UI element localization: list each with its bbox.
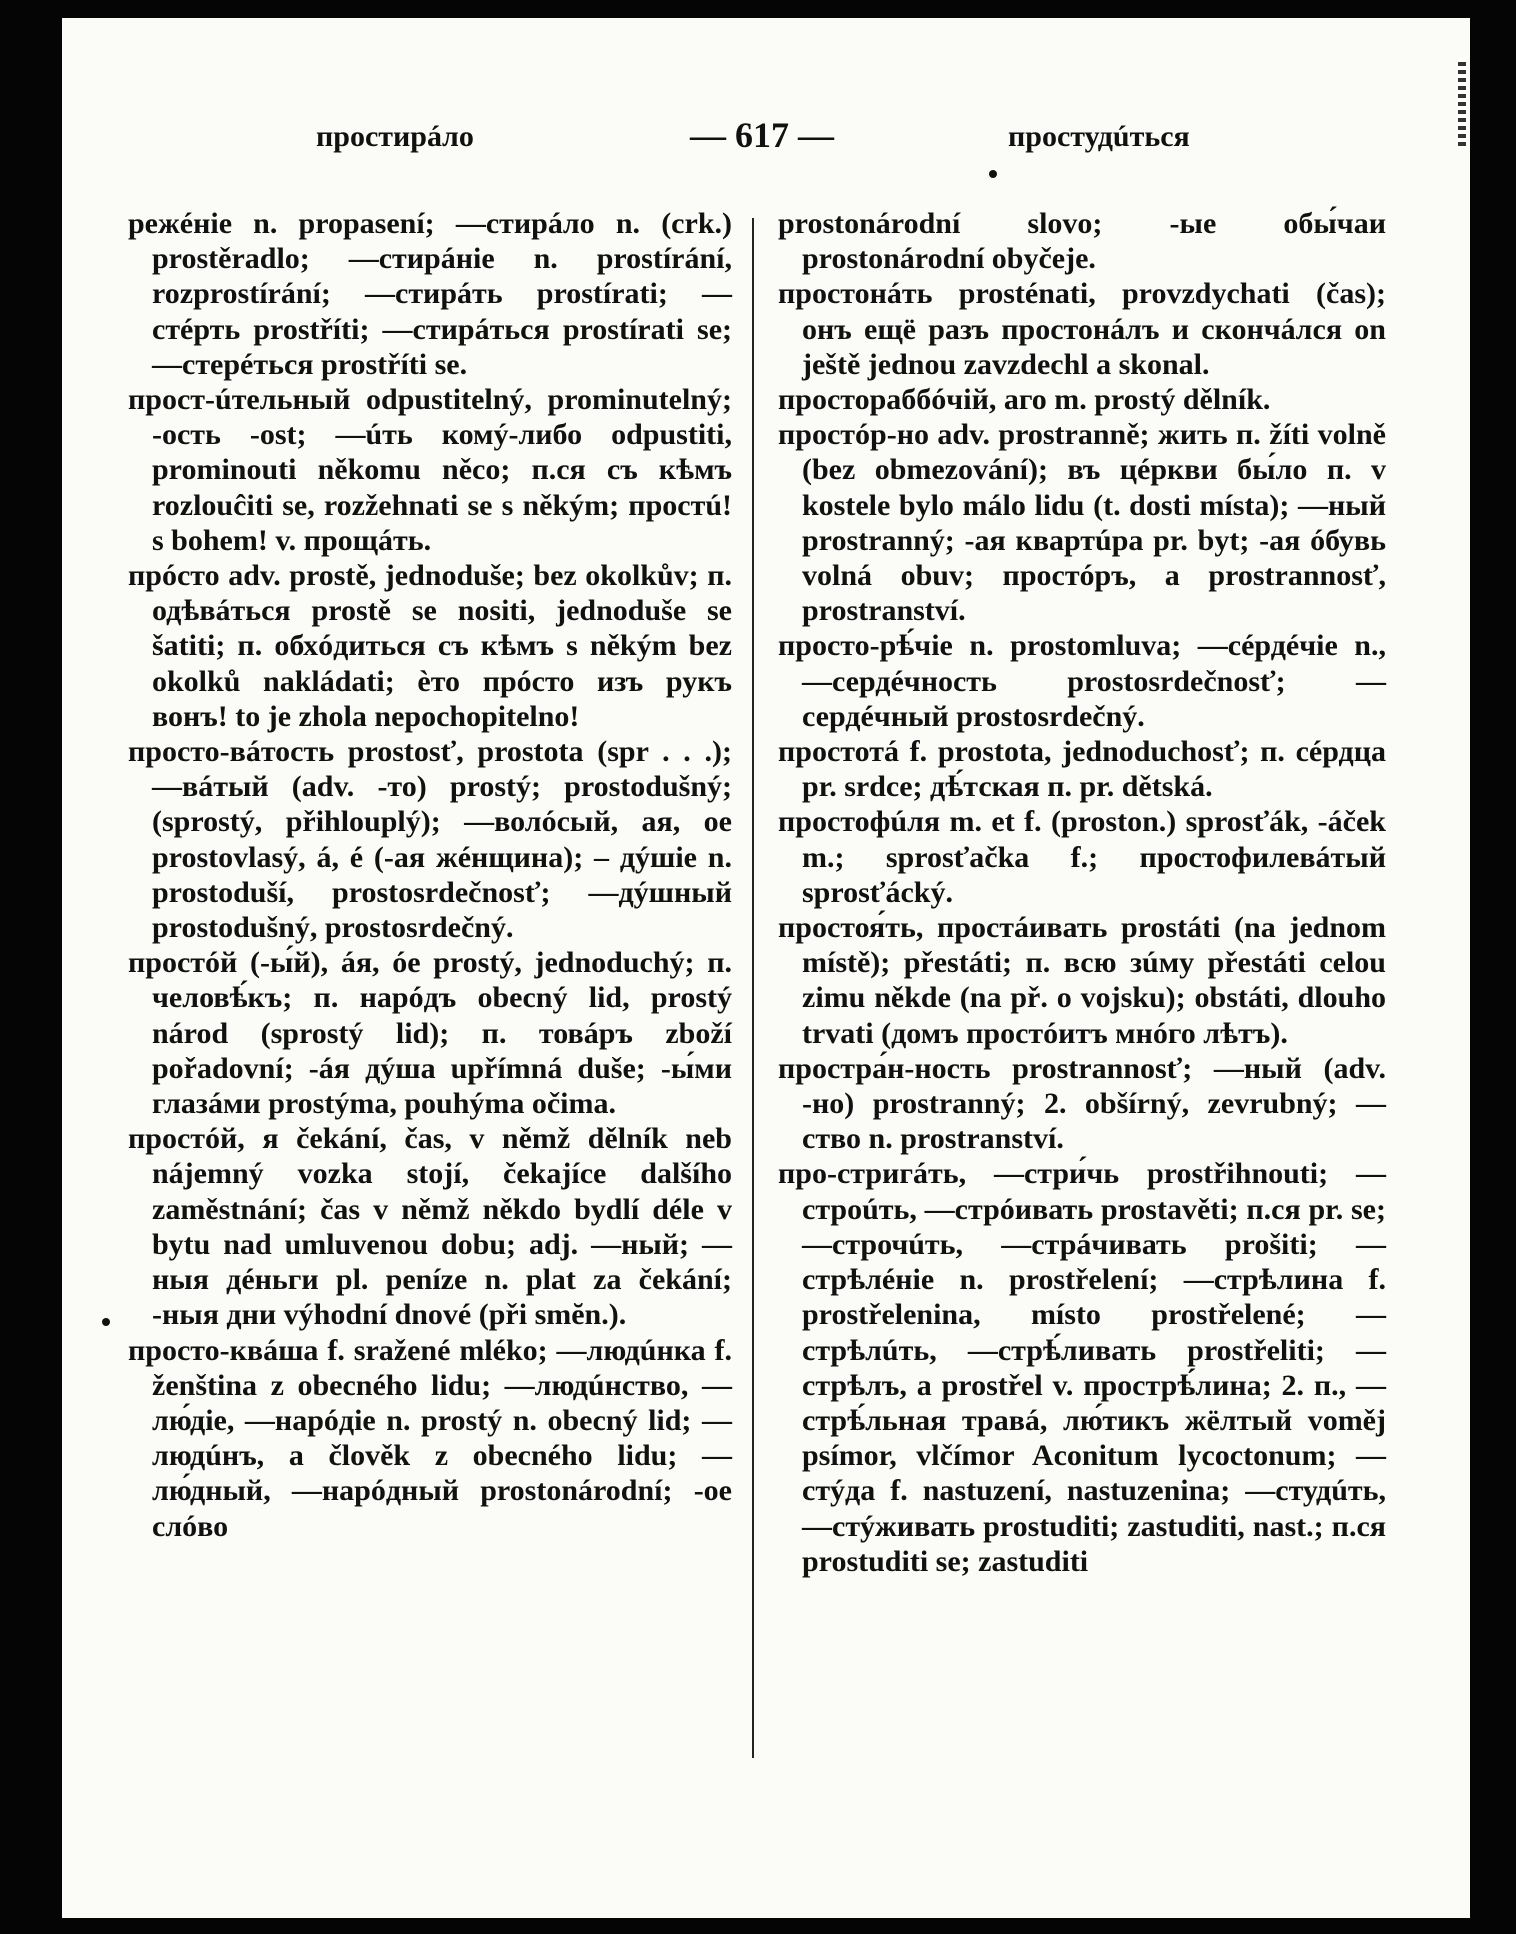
header-right-word: простудúться: [1008, 120, 1190, 153]
dictionary-entry: простóй, я čekání, čas, v němž dělník neb nájemný vozka stojí, čekajíce dalšího zaměstnání; čas v němž někdo bydlí déle v bytu nad umluvenou dobu; adj. —ный; —ныя дéньги pl. peníze n. plat za čekání; -ныя дни výhodní dnové (při smĕn.).: [128, 1122, 732, 1332]
left-column: [128, 206, 732, 1544]
dictionary-entry: простра́н-ность prostrannosť; —ный (adv. -но) prostranný; 2. obšírný, zevrubný; —ство n. prostranství.: [778, 1051, 1386, 1156]
dictionary-entry: прост-úтельный odpustitelný, prominutelný; -ость -ost; —úть комý-либо odpustiti, prominouti někomu něco; п.ся съ кѣмъ rozlouĉiti se, rozžehnati se s někým; простú! s bohem! v. прощáть.: [128, 383, 732, 557]
dictionary-entry: прóсто adv. prostě, jednoduše; bez okolkův; п. одѣвáться prostě se nositi, jednoduše se šatiti; п. обхóдиться съ кѣмъ s někým bez okolků nakládati; ѐто прóсто изъ рукъ вонъ! to je zhola nepochopitelno!: [128, 559, 732, 733]
dictionary-entry: режéніе n. propasení; —стирáло n. (crk.) prostěradlo; —стирáніе n. prostírání, rozprostírání; —стирáть prostírati; —стéрть prostříti; —стирáться prostírati se; —стерéться prostříti se.: [128, 207, 732, 381]
dictionary-entry: простотá f. prostota, jednoduchosť; п. сéрдца pr. srdce; дѣ́тская п. pr. dětská.: [778, 735, 1386, 804]
dictionary-entry: простораббóчій, аго m. prostý dělník.: [778, 383, 1271, 417]
header-left-word: простирáло: [316, 120, 474, 153]
dictionary-entry: просто-квáша f. sražené mléko; —людúнка f. ženština z obecného lidu; —людúнство, —лю́діе, —нарóдіе n. prostý n. obecný lid; —людúнъ, a člověk z obecného lidu; —лю́дный, —нарóдный prostonárodní; -ое слóво: [128, 1333, 732, 1543]
dictionary-entry: простóй (-ы́й), áя, óе prostý, jednoduchý; п. человѣ́къ; п. нарóдъ obecný lid, prostý národ (sprostý lid); п. товáръ zboží pořadovní; -áя дýша upřímná duše; -ы́ми глазáми prostýma, pouhýma očima.: [128, 946, 732, 1121]
dictionary-entry: простóр-но adv. prostranně; жить п. žíti volně (bez obmezování); въ цéркви бы́ло п. v kostele bylo málo lidu (t. dosti místa); —ный prostranný; -ая квартúра pr. byt; -ая óбувь volná obuv; простóръ, a prostrannosť, prostranství.: [778, 418, 1386, 628]
dictionary-entry: просто-вáтость prostosť, prostota (spr . . .); —вáтый (adv. -то) prostý; prostodušný; (sprostý, přihlouplý); —волóсый, ая, ое prostovlasý, á, é (-ая жéнщина); – дýшіе n. prostoduší, prostosrdečnosť; —дýшный prostodušný, prostosrdečný.: [128, 735, 732, 945]
page-number: — 617 —: [690, 115, 834, 155]
dictionary-entry: про-стригáть, —стри́чь prostřihnouti; —строúть, —стрóивать prostavěti; п.ся pr. se; —строчúть, —стрáчивать prošiti; —стрѣлéніе n. prostřelení; —стрѣлина f. prostřelenina, místo prostřelené; —стрѣлúть, —стрѣ́ливать prostřeliti; —стрѣлъ, a prostřel v. прострѣ́лина; 2. п., —стрѣ́льная травá, лю́тикъ жёлтый voměj psímor, vlčímor Aconitum lycoctonum; —стýда f. nastuzení, nastuzenina; —студúть, —стýживать prostuditi; zastuditi, nast.; п.ся prostuditi se; zastuditi: [778, 1157, 1386, 1578]
dictionary-entry: просто-рѣ́чіе n. prostomluva; —сéрдéчіе n., —сердéчность prostosrdečnosť; —сердéчный prostosrdečný.: [778, 629, 1386, 733]
entry-bullet-mark: [102, 1318, 110, 1326]
scan-edge-mark: [1458, 58, 1466, 148]
dictionary-entry: prostonárodní slovo; -ые обы́чаи prostonárodní obyčeje.: [778, 207, 1386, 276]
dictionary-entry: простонáть prosténati, provzdychati (čas); онъ ещё разъ простонáлъ и скончáлся on ještě jednou zavzdechl a skonal.: [778, 277, 1386, 381]
dictionary-entry: простоя́ть, простáивать prostáti (na jednom místě); přestáti; п. всю зúму přestáti celou zimu někde (na př. o vojsku); obstáti, dlouho trvati (домъ простóитъ мнóго лѣтъ).: [778, 911, 1386, 1050]
column-divider: [752, 218, 754, 1758]
page-header: [62, 110, 1470, 170]
right-column: [778, 206, 1386, 1579]
print-dot-mark: [989, 170, 997, 178]
dictionary-entry: простофúля m. et f. (proston.) sprosťák, -áček m.; sprosťačka f.; простофилевáтый sprosťácký.: [778, 805, 1386, 909]
dictionary-page: [62, 18, 1470, 1918]
